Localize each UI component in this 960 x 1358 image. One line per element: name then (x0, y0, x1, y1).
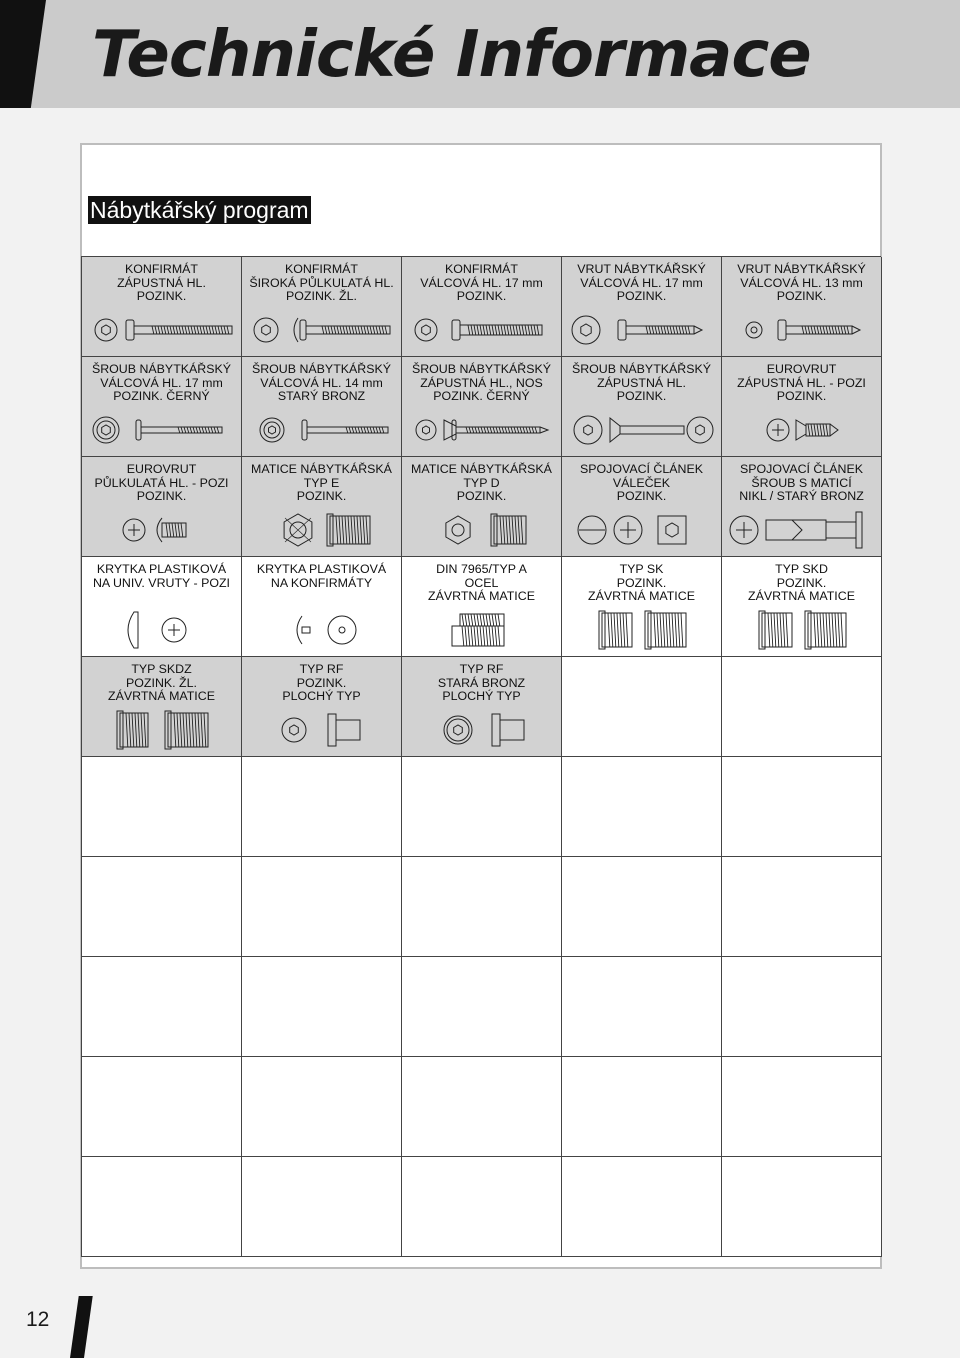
empty-cell (402, 1157, 562, 1257)
empty-cell (562, 757, 722, 857)
empty-cell (82, 1057, 242, 1157)
product-label-line: POZINK. (296, 489, 347, 504)
product-label-line: MATICE NÁBYTKÁŘSKÁ (251, 462, 392, 476)
product-label-line: VÁLCOVÁ HL. 14 mm (260, 375, 383, 390)
product-label-line: ZÁVRTNÁ MATICE (108, 689, 215, 704)
product-label (86, 263, 237, 304)
product-cell (402, 457, 562, 557)
product-label-line: NIKL / STARÝ BRONZ (739, 489, 864, 504)
product-label-line: POZINK. (776, 389, 827, 404)
product-label (406, 463, 557, 504)
product-label-line: ŠIROKÁ PŮLKULATÁ HL. (249, 275, 394, 290)
product-label-line: POZINK. ČERNÝ (433, 389, 530, 404)
product-label-line: POZINK. (136, 489, 187, 504)
page-title (92, 18, 811, 92)
product-cell (562, 557, 722, 657)
product-label (726, 563, 877, 604)
product-label-line: TYP D (463, 475, 500, 490)
product-label-line: ZÁPUSTNÁ HL. - POZI (737, 375, 866, 390)
empty-cell (722, 757, 882, 857)
product-cell (82, 557, 242, 657)
threaded-insert-sk-icon (562, 608, 720, 652)
page-title-part2: Informace (455, 18, 811, 92)
product-cell (242, 357, 402, 457)
product-label-line: POZINK. (616, 289, 667, 304)
empty-cell (722, 857, 882, 957)
flat-nut-rf-icon (242, 708, 400, 752)
product-label-line: TYP RF (299, 662, 344, 676)
product-cell (82, 457, 242, 557)
product-label-line: POZINK. (456, 489, 507, 504)
product-label (246, 563, 397, 590)
product-label-line: EUROVRUT (766, 362, 837, 376)
empty-cell (82, 757, 242, 857)
product-label-line: DIN 7965/TYP A (436, 562, 527, 576)
product-label (406, 563, 557, 604)
product-label (246, 463, 397, 504)
product-label (566, 263, 717, 304)
product-label-line: POZINK. (296, 675, 347, 690)
product-label-line: TYP E (303, 475, 340, 490)
threaded-insert-din-icon (402, 608, 560, 652)
product-cell (722, 457, 882, 557)
empty-cell (562, 957, 722, 1057)
countersunk-bolt-icon (562, 408, 720, 452)
product-label-line: POZINK. (616, 575, 667, 590)
product-label-line: ŠROUB NÁBYTKÁŘSKÝ (251, 362, 392, 376)
empty-cell (82, 1157, 242, 1257)
product-label-line: POZINK. ŽL. (126, 675, 197, 690)
product-label (566, 363, 717, 404)
empty-cell (82, 957, 242, 1057)
product-label (566, 563, 717, 604)
empty-cell (402, 757, 562, 857)
empty-cell (402, 957, 562, 1057)
product-label-line: POZINK. (136, 289, 187, 304)
product-label (726, 263, 877, 304)
empty-cell (242, 757, 402, 857)
product-cell (562, 657, 722, 757)
product-label-line: PŮLKULATÁ HL. - POZI (94, 475, 229, 490)
product-label-line: TYP RF (459, 662, 504, 676)
eurovrut-round-icon (82, 508, 240, 552)
flat-nut-rf-bronze-icon (402, 708, 560, 752)
cylinder-hex-confirmat-icon (402, 308, 560, 352)
product-cell (82, 657, 242, 757)
product-cell (402, 557, 562, 657)
product-label-line: POZINK. ČERNÝ (113, 389, 210, 404)
page-title-part1: Technické (92, 18, 435, 92)
furniture-bolt-17-icon (82, 408, 240, 452)
empty-cell (402, 1057, 562, 1157)
product-cell (402, 657, 562, 757)
product-label-line: ZÁVRTNÁ MATICE (428, 589, 535, 604)
product-label-line: STARÝ BRONZ (277, 389, 366, 404)
plastic-cap-pozi-icon (82, 608, 240, 652)
product-label-line: VÁLCOVÁ HL. 17 mm (420, 275, 543, 290)
product-label-line: POZINK. (776, 289, 827, 304)
page-number: 12 (26, 1308, 50, 1331)
threaded-insert-skd-icon (722, 608, 880, 652)
product-label-line: ŠROUB S MATICÍ (751, 475, 852, 490)
product-label-line: TYP SKDZ (131, 662, 192, 676)
product-label (726, 463, 877, 504)
product-label (406, 363, 557, 404)
product-label-line: VÁLCOVÁ HL. 13 mm (740, 275, 863, 290)
product-label (86, 563, 237, 590)
product-label-line: SPOJOVACÍ ČLÁNEK (739, 462, 864, 476)
product-label (406, 663, 557, 704)
product-label-line: OCEL (464, 575, 499, 590)
product-label-line: TYP SKD (775, 562, 828, 576)
product-label-line: MATICE NÁBYTKÁŘSKÁ (411, 462, 552, 476)
product-cell (722, 657, 882, 757)
product-label-line: KONFIRMÁT (125, 262, 198, 276)
product-label-line: ŠROUB NÁBYTKÁŘSKÝ (571, 362, 712, 376)
product-cell (722, 557, 882, 657)
product-label-line: ZÁVRTNÁ MATICE (748, 589, 855, 604)
empty-cell (242, 1157, 402, 1257)
product-label-line: POZINK. ŽL. (286, 289, 357, 304)
product-label (86, 463, 237, 504)
plastic-cap-confirmat-icon (242, 608, 400, 652)
empty-cell (562, 857, 722, 957)
product-cell (562, 357, 722, 457)
product-cell (402, 357, 562, 457)
product-label-line: ZÁPUSTNÁ HL. (597, 375, 686, 390)
product-label-line: VÁLCOVÁ HL. 17 mm (580, 275, 703, 290)
product-cell (82, 357, 242, 457)
product-cell (402, 257, 562, 357)
insert-nut-e-icon (242, 508, 400, 552)
product-cell (562, 457, 722, 557)
product-label-line: ŠROUB NÁBYTKÁŘSKÝ (91, 362, 232, 376)
product-cell (722, 357, 882, 457)
product-cell (562, 257, 722, 357)
product-label-line: STARÁ BRONZ (437, 675, 526, 690)
product-label-line: SPOJOVACÍ ČLÁNEK (579, 462, 704, 476)
connector-bolt-nut-icon (722, 508, 880, 552)
empty-cell (722, 1157, 882, 1257)
product-label (86, 363, 237, 404)
product-label (246, 363, 397, 404)
product-cell (82, 257, 242, 357)
insert-nut-d-icon (402, 508, 560, 552)
product-label (566, 463, 717, 504)
product-cell (722, 257, 882, 357)
product-label-line: VÁLCOVÁ HL. 17 mm (100, 375, 223, 390)
product-cell (242, 457, 402, 557)
product-label-line: POZINK. (616, 489, 667, 504)
empty-cell (242, 957, 402, 1057)
empty-cell (722, 957, 882, 1057)
product-label (406, 263, 557, 304)
product-label-line: NA KONFIRMÁTY (270, 575, 373, 590)
product-label-line: ZÁPUSTNÁ HL., NOS (420, 375, 543, 390)
product-label-line: KONFIRMÁT (445, 262, 518, 276)
eurovrut-countersunk-icon (722, 408, 880, 452)
product-label-line: POZINK. (456, 289, 507, 304)
product-label-line: VÁLEČEK (612, 475, 671, 490)
product-label-line: ZÁPUSTNÁ HL. (117, 275, 206, 290)
product-cell (242, 557, 402, 657)
countersunk-hex-confirmat-icon (82, 308, 240, 352)
product-label (86, 663, 237, 704)
empty-cell (402, 857, 562, 957)
empty-cell (562, 1157, 722, 1257)
product-label-line: EUROVRUT (126, 462, 197, 476)
product-label (726, 363, 877, 404)
product-label-line: PLOCHÝ TYP (282, 689, 361, 704)
product-grid (81, 256, 881, 1257)
empty-cell (242, 857, 402, 957)
product-label-line: NA UNIV. VRUTY - POZI (92, 575, 230, 590)
product-label-line: VRUT NÁBYTKÁŘSKÝ (737, 262, 866, 276)
product-cell (242, 657, 402, 757)
product-label-line: POZINK. (616, 389, 667, 404)
furniture-bolt-14-icon (242, 408, 400, 452)
footer-slash (70, 1296, 93, 1358)
empty-cell (562, 1057, 722, 1157)
product-label-line: TYP SK (619, 562, 664, 576)
product-label-line: KRYTKA PLASTIKOVÁ (96, 562, 227, 576)
product-label-line: PLOCHÝ TYP (442, 689, 521, 704)
empty-cell (242, 1057, 402, 1157)
empty-cell (722, 1057, 882, 1157)
product-label (246, 663, 397, 704)
threaded-insert-skdz-icon (82, 708, 240, 752)
product-label (246, 263, 397, 304)
product-label-line: KRYTKA PLASTIKOVÁ (256, 562, 387, 576)
wide-round-hex-confirmat-icon (242, 308, 400, 352)
product-label-line: KONFIRMÁT (285, 262, 358, 276)
section-title: Nábytkářský program (90, 197, 309, 223)
countersunk-bolt-nose-icon (402, 408, 560, 452)
product-cell (242, 257, 402, 357)
empty-cell (82, 857, 242, 957)
product-label-line: VRUT NÁBYTKÁŘSKÝ (577, 262, 706, 276)
product-label-line: ZÁVRTNÁ MATICE (588, 589, 695, 604)
cylinder-wood-screw-icon (562, 308, 720, 352)
connector-cylinder-icon (562, 508, 720, 552)
product-label-line: POZINK. (776, 575, 827, 590)
small-wood-screw-icon (722, 308, 880, 352)
product-label-line: ŠROUB NÁBYTKÁŘSKÝ (411, 362, 552, 376)
